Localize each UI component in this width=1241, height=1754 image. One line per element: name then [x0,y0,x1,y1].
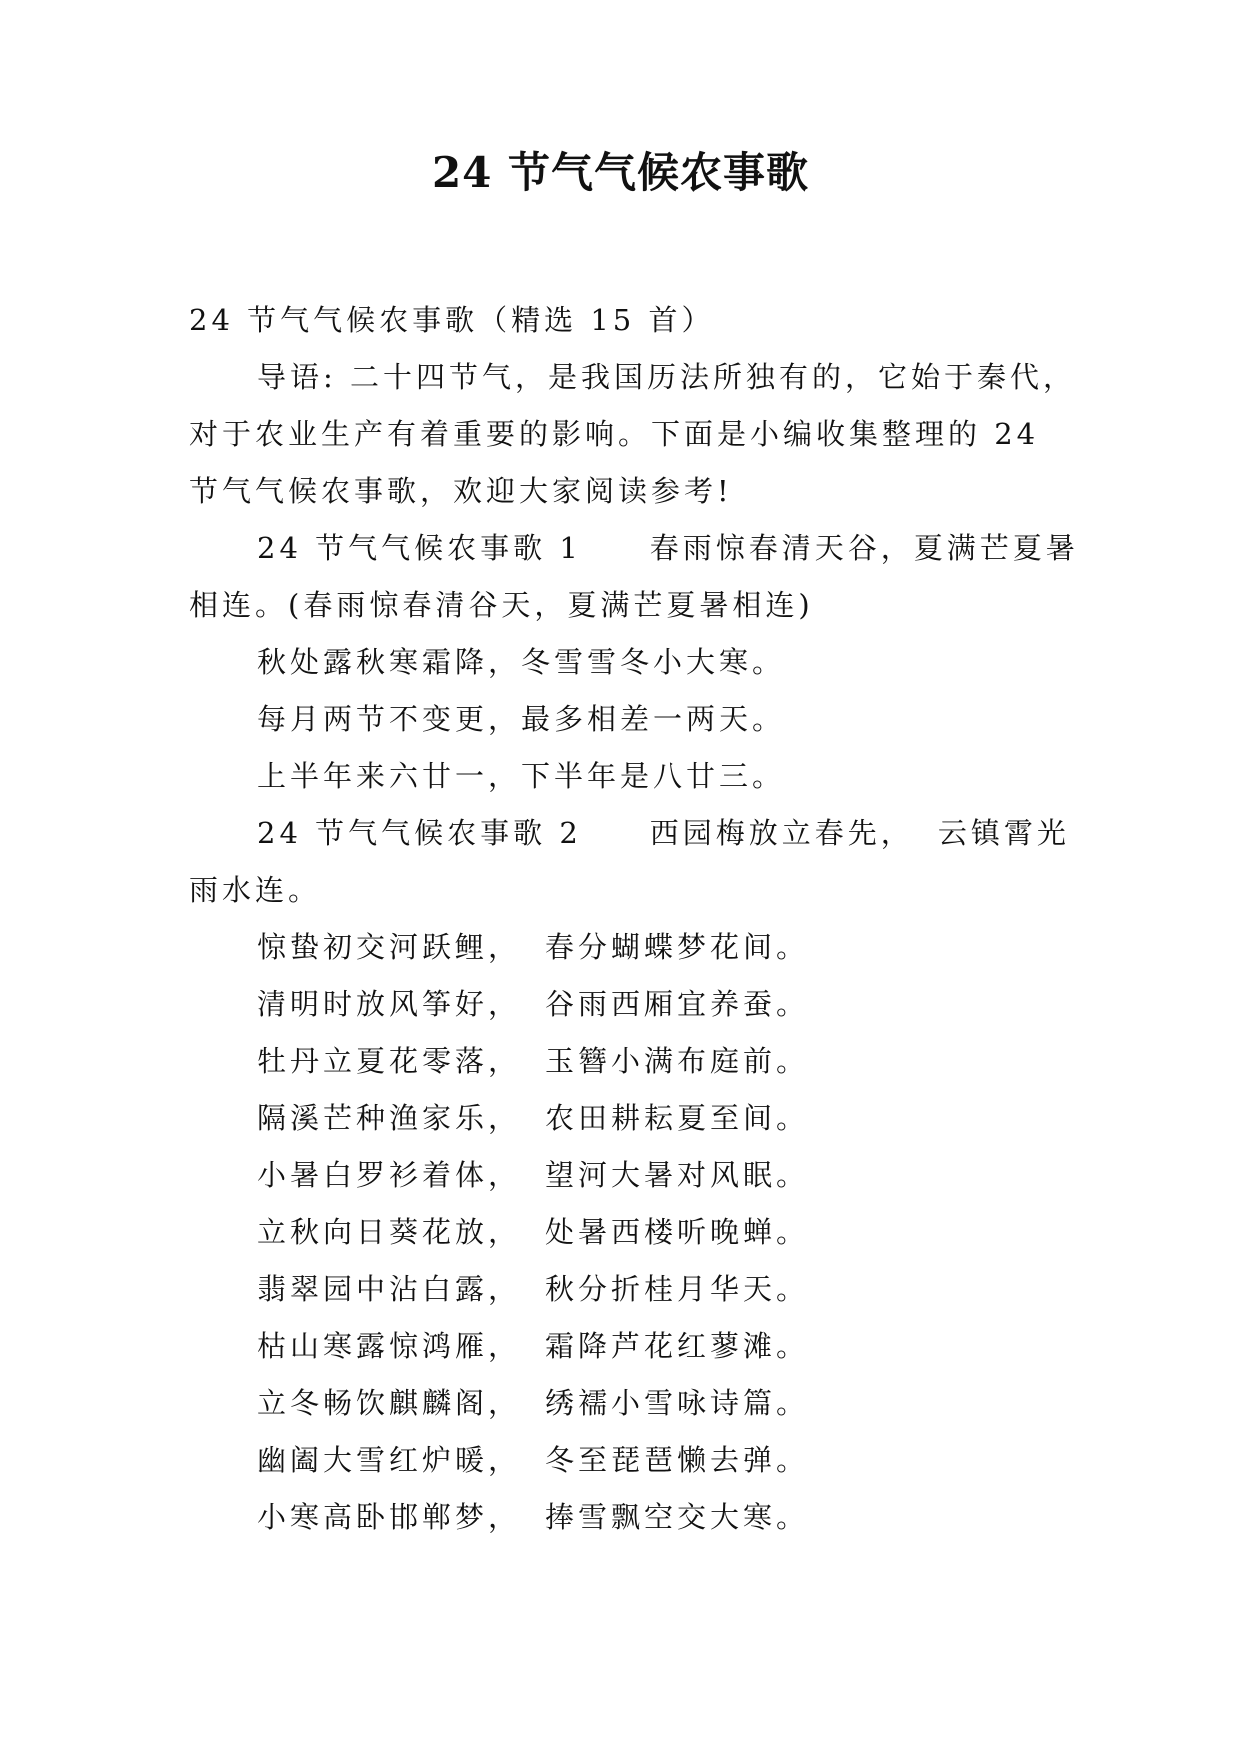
couplet-line [189,1033,1055,1090]
couplet-line [189,1489,1055,1546]
song1-heading: 24 节气气候农事歌 1 [257,531,582,565]
intro-line: 对于农业生产有着重要的影响。下面是小编收集整理的 24 [189,417,1040,451]
intro-line: 导语: 二十四节气，是我国历法所独有的，它始于秦代， [257,360,1076,394]
couplet-second-half: 玉簪小满布庭前。 [545,1044,810,1078]
couplet-first-half: 小暑白罗衫着体， [257,1158,522,1192]
song1-line: 秋处露秋寒霜降，冬雪雪冬小大寒。 [257,645,786,679]
couplet-second-half: 农田耕耘夏至间。 [545,1101,810,1135]
couplet-first-half: 枯山寒露惊鸿雁， [257,1329,522,1363]
song2-line-a: 西园梅放立春先， [649,816,914,850]
couplet-second-half: 春分蝴蝶梦花间。 [545,930,810,964]
song1-line: 上半年来六廿一，下半年是八廿三。 [257,759,786,793]
song2-first-line [189,805,1070,862]
document-body [189,292,1079,1546]
subtitle: 24 节气气候农事歌（精选 15 首） [189,303,715,337]
couplet-first-half: 隔溪芒种渔家乐， [257,1101,522,1135]
couplet-first-half: 清明时放风筝好， [257,987,522,1021]
couplet-second-half: 绣襦小雪咏诗篇。 [545,1386,810,1420]
couplet-line [189,1375,1055,1432]
song1-first-line [189,520,1079,577]
couplet-line [189,919,1055,976]
page-title: 24 节气气候农事歌 [431,148,810,197]
song1-line-cont: 相连。(春雨惊春清谷天，夏满芒夏暑相连) [189,588,814,622]
couplet-second-half: 秋分折桂月华天。 [545,1272,810,1306]
couplet-second-half: 望河大暑对风眠。 [545,1158,810,1192]
couplet-line [189,1204,1055,1261]
couplet-second-half: 冬至琵琶懒去弹。 [545,1443,810,1477]
song1-line-part: 春雨惊春清天谷，夏满芒夏暑 [649,531,1079,565]
song1-line: 每月两节不变更，最多相差一两天。 [257,702,786,736]
couplet-second-half: 谷雨西厢宜养蚕。 [545,987,810,1021]
couplet-first-half: 惊蛰初交河跃鲤， [257,930,522,964]
couplet-first-half: 立秋向日葵花放， [257,1215,522,1249]
couplet-second-half: 处暑西楼听晚蝉。 [545,1215,810,1249]
couplet-second-half: 霜降芦花红蓼滩。 [545,1329,810,1363]
intro-line: 节气气候农事歌，欢迎大家阅读参考! [189,474,733,508]
couplet-line [189,1261,1055,1318]
couplet-line [189,1432,1055,1489]
couplet-line [189,1318,1055,1375]
couplet-first-half: 牡丹立夏花零落， [257,1044,522,1078]
couplet-line [189,976,1055,1033]
couplet-first-half: 小寒高卧邯郸梦， [257,1500,522,1534]
couplet-first-half: 幽阖大雪红炉暖， [257,1443,522,1477]
couplet-line [189,1090,1055,1147]
couplet-second-half: 捧雪飘空交大寒。 [545,1500,810,1534]
couplet-line [189,1147,1055,1204]
song2-line-cont: 雨水连。 [189,873,322,907]
song2-line-b: 云镇霄光 [937,816,1070,850]
couplet-first-half: 翡翠园中沾白露， [257,1272,522,1306]
song2-heading: 24 节气气候农事歌 2 [257,816,582,850]
couplet-first-half: 立冬畅饮麒麟阁， [257,1386,522,1420]
